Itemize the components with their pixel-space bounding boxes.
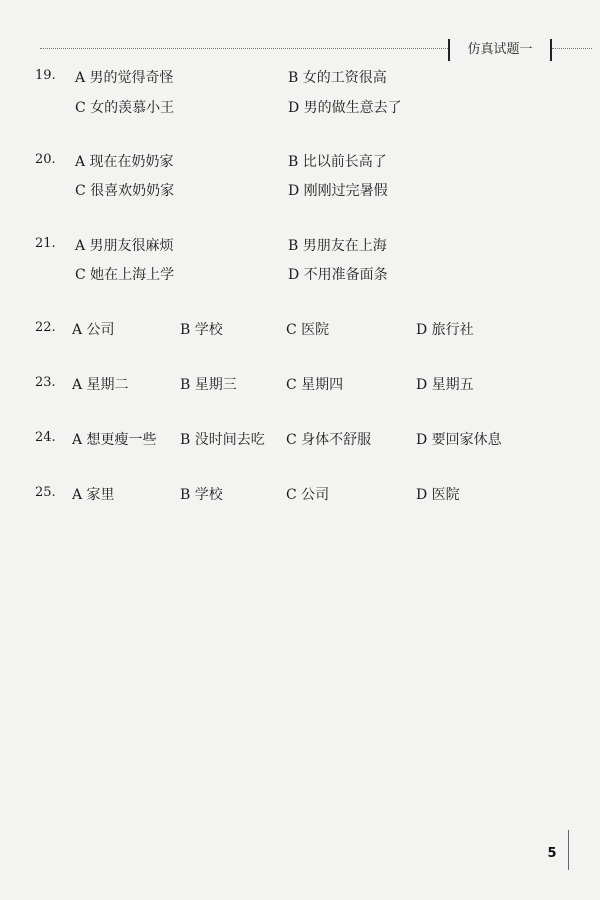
question-number: 22. [35,320,56,335]
header-title: 仿真试题一 [448,39,552,61]
option-b: B 男朋友在上海 [288,238,387,254]
option-d: D 不用准备面条 [288,267,388,283]
question-number: 21. [35,236,56,251]
option-d: D 刚刚过完暑假 [288,183,388,199]
option-d: D 要回家休息 [416,432,502,448]
option-b: B 比以前长高了 [288,154,387,170]
option-c: C 很喜欢奶奶家 [75,183,175,199]
option-c: C 星期四 [286,377,344,393]
option-d: D 旅行社 [416,322,474,338]
option-d: D 星期五 [416,377,474,393]
option-c: C 身体不舒服 [286,432,372,448]
option-a: A 星期二 [72,377,129,393]
option-c: C 女的羡慕小王 [75,100,175,116]
option-d: D 医院 [416,487,460,503]
footer-rule [568,830,569,870]
option-b: B 没时间去吃 [180,432,265,448]
question-number: 24. [35,430,56,445]
option-c: C 公司 [286,487,330,503]
option-d: D 男的做生意去了 [288,100,402,116]
option-c: C 医院 [286,322,330,338]
option-b: B 学校 [180,322,223,338]
option-a: A 公司 [72,322,115,338]
option-a: A 男朋友很麻烦 [75,238,174,254]
page-number: 5 [547,846,557,861]
question-number: 25. [35,485,56,500]
header-rule-tail [552,48,592,49]
option-b: B 女的工资很高 [288,70,387,86]
option-b: B 星期三 [180,377,237,393]
option-a: A 男的觉得奇怪 [75,70,174,86]
header-rule [40,48,448,49]
option-c: C 她在上海上学 [75,267,175,283]
option-a: A 想更瘦一些 [72,432,157,448]
question-number: 19. [35,68,56,83]
question-number: 20. [35,152,56,167]
question-number: 23. [35,375,56,390]
option-b: B 学校 [180,487,223,503]
option-a: A 现在在奶奶家 [75,154,174,170]
option-a: A 家里 [72,487,115,503]
